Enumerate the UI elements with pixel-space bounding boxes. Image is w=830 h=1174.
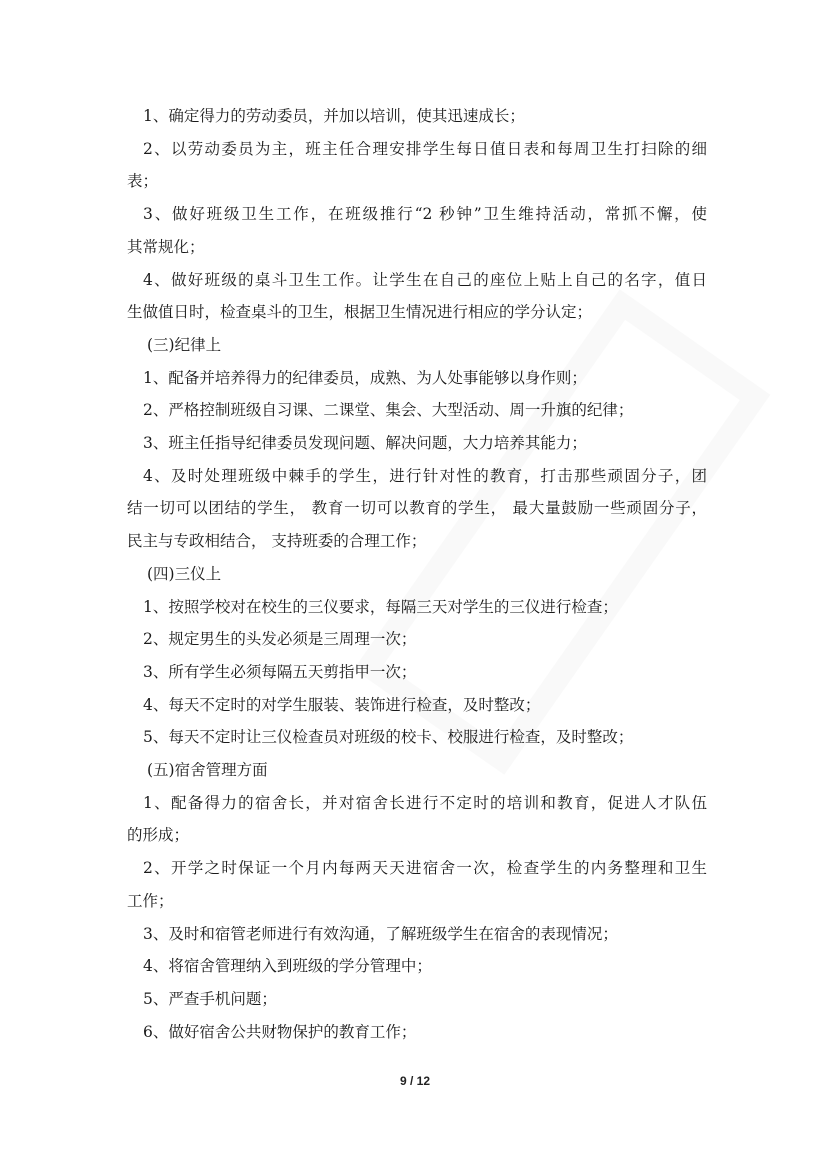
paragraph-line: 1、确定得力的劳动委员，并加以培训，使其迅速成长； <box>143 107 525 125</box>
section-heading: (五)宿舍管理方面 <box>147 761 268 779</box>
paragraph-line: 3、所有学生必须每隔五天剪指甲一次； <box>143 662 417 681</box>
paragraph-line: 5、严查手机问题； <box>143 989 277 1008</box>
paragraph-line: 1、配备并培养得力的纪律委员，成熟、为人处事能够以身作则； <box>143 368 587 387</box>
paragraph-line: 5、每天不定时让三仪检查员对班级的校卡、校服进行检查，及时整改； <box>143 728 634 747</box>
paragraph-line: 2、规定男生的头发必须是三周理一次； <box>143 630 417 649</box>
section-heading: (三)纪律上 <box>147 335 222 354</box>
paragraph-line: 6、做好宿舍公共财物保护的教育工作； <box>143 1022 417 1041</box>
paragraph-line: 2、严格控制班级自习课、二课堂、集会、大型活动、周一升旗的纪律； <box>143 401 634 420</box>
paragraph-line: 民主与专政相结合， 支持班委的合理工作； <box>127 532 427 551</box>
paragraph-line: 4、及时处理班级中棘手的学生，进行针对性的教育，打击那些顽固分子，团 <box>143 466 707 485</box>
paragraph-line: 2、以劳动委员为主，班主任合理安排学生每日值日表和每周卫生打扫除的细 <box>143 139 707 158</box>
paragraph-line: 3、班主任指导纪律委员发现问题、解决问题，大力培养其能力； <box>143 434 587 452</box>
paragraph-line: 的形成； <box>127 826 190 845</box>
paragraph-line: 1、按照学校对在校生的三仪要求，每隔三天对学生的三仪进行检查； <box>143 597 618 616</box>
paragraph-line: 结一切可以团结的学生， 教育一切可以教育的学生， 最大量鼓励一些顽固分子， <box>127 499 707 518</box>
paragraph-line: 1、配备得力的宿舍长，并对宿舍长进行不定时的培训和教育，促进人才队伍 <box>143 793 707 812</box>
paragraph-line: 表； <box>127 172 159 191</box>
paragraph-line: 工作； <box>127 891 174 910</box>
paragraph-line: 生做值日时，检查桌斗的卫生，根据卫生情况进行相应的学分认定； <box>127 303 593 322</box>
paragraph-line: 3、及时和宿管老师进行有效沟通，了解班级学生在宿舍的表现情况； <box>143 924 618 943</box>
paragraph-line: 3、做好班级卫生工作，在班级推行“2 秒钟”卫生维持活动，常抓不懈，使 <box>143 205 707 224</box>
paragraph-line: 4、将宿舍管理纳入到班级的学分管理中； <box>143 957 432 976</box>
section-heading: (四)三仪上 <box>147 564 222 583</box>
paragraph-line: 其常规化； <box>127 237 205 256</box>
paragraph-line: 4、每天不定时的对学生服装、装饰进行检查，及时整改； <box>143 695 541 714</box>
paragraph-line: 4、做好班级的桌斗卫生工作。让学生在自己的座位上贴上自己的名字，值日 <box>143 270 707 289</box>
page-number: 9 / 12 <box>399 1074 431 1088</box>
paragraph-line: 2、开学之时保证一个月内每两天天进宿舍一次，检查学生的内务整理和卫生 <box>143 859 707 878</box>
